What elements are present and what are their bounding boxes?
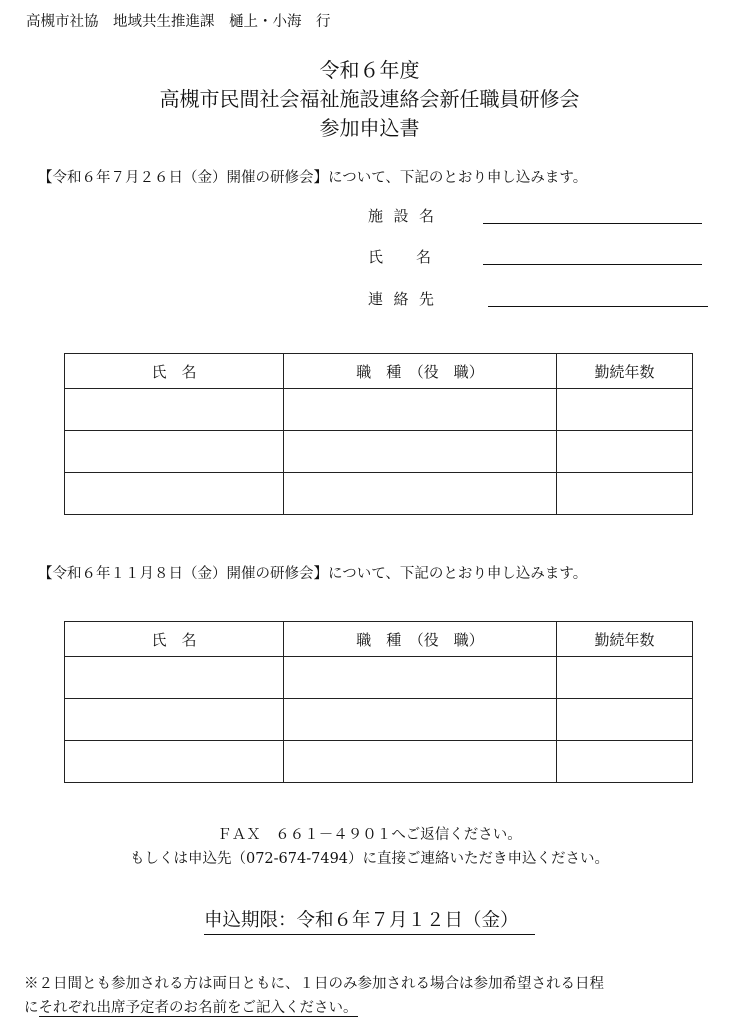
fax-instruction: ＦＡＸ ６６１－４９０１へご返信ください。 bbox=[217, 827, 522, 843]
name-cell[interactable] bbox=[65, 657, 284, 699]
job-cell[interactable] bbox=[284, 389, 557, 431]
note-line-2 bbox=[24, 996, 358, 1017]
name-cell[interactable] bbox=[65, 389, 284, 431]
header-years: 勤続年数 bbox=[557, 622, 693, 657]
table-header-row bbox=[65, 354, 693, 389]
session-1-table bbox=[64, 353, 693, 515]
facility-name-row bbox=[0, 205, 739, 229]
table-row bbox=[65, 741, 693, 783]
title-year: 令和６年度 bbox=[319, 58, 420, 82]
application-deadline: 申込期限：令和６年７月１２日（金） bbox=[204, 906, 535, 935]
job-cell[interactable] bbox=[284, 473, 557, 515]
table-row bbox=[65, 657, 693, 699]
addressee: 高槻市社協 地域共生推進課 樋上・小海 行 bbox=[26, 14, 331, 30]
table-row bbox=[65, 431, 693, 473]
note-line-2-prefix: に bbox=[24, 1000, 39, 1016]
years-cell[interactable] bbox=[557, 389, 693, 431]
header-years: 勤続年数 bbox=[557, 354, 693, 389]
note-line-2-emphasis: それぞれ出席予定者のお名前をご記入ください。 bbox=[38, 1000, 358, 1016]
header-job: 職 種 （役 職） bbox=[284, 622, 557, 657]
header-name: 氏 名 bbox=[65, 354, 284, 389]
table-header-row bbox=[65, 622, 693, 657]
table-row bbox=[65, 389, 693, 431]
title-event: 高槻市民間社会福祉施設連絡会新任職員研修会 bbox=[159, 87, 580, 111]
session-2-intro: 【令和６年１１月８日（金）開催の研修会】について、下記のとおり申し込みます。 bbox=[38, 566, 588, 582]
phone-instruction: もしくは申込先（072-674-7494）に直接ご連絡いただき申込ください。 bbox=[129, 851, 610, 867]
job-cell[interactable] bbox=[284, 741, 557, 783]
name-cell[interactable] bbox=[65, 473, 284, 515]
contact-field[interactable] bbox=[488, 306, 708, 307]
contact-row bbox=[0, 288, 739, 312]
header-job: 職 種 （役 職） bbox=[284, 354, 557, 389]
note-line-1: ※２日間とも参加される方は両日ともに、１日のみ参加される場合は参加希望される日程 bbox=[24, 976, 604, 992]
session-2-table bbox=[64, 621, 693, 783]
facility-name-field[interactable] bbox=[483, 223, 702, 224]
years-cell[interactable] bbox=[557, 473, 693, 515]
header-name: 氏 名 bbox=[65, 622, 284, 657]
table-row bbox=[65, 473, 693, 515]
title-form: 参加申込書 bbox=[319, 116, 420, 140]
years-cell[interactable] bbox=[557, 741, 693, 783]
name-cell[interactable] bbox=[65, 431, 284, 473]
name-field[interactable] bbox=[483, 264, 702, 265]
name-cell[interactable] bbox=[65, 741, 284, 783]
years-cell[interactable] bbox=[557, 699, 693, 741]
job-cell[interactable] bbox=[284, 431, 557, 473]
contact-label: 連絡先 bbox=[368, 290, 445, 308]
table-row bbox=[65, 699, 693, 741]
job-cell[interactable] bbox=[284, 699, 557, 741]
name-cell[interactable] bbox=[65, 699, 284, 741]
name-label: 氏名 bbox=[368, 248, 465, 266]
session-1-intro: 【令和６年７月２６日（金）開催の研修会】について、下記のとおり申し込みます。 bbox=[38, 170, 588, 186]
facility-name-label: 施設名 bbox=[368, 207, 445, 225]
name-row bbox=[0, 246, 739, 270]
job-cell[interactable] bbox=[284, 657, 557, 699]
years-cell[interactable] bbox=[557, 431, 693, 473]
years-cell[interactable] bbox=[557, 657, 693, 699]
